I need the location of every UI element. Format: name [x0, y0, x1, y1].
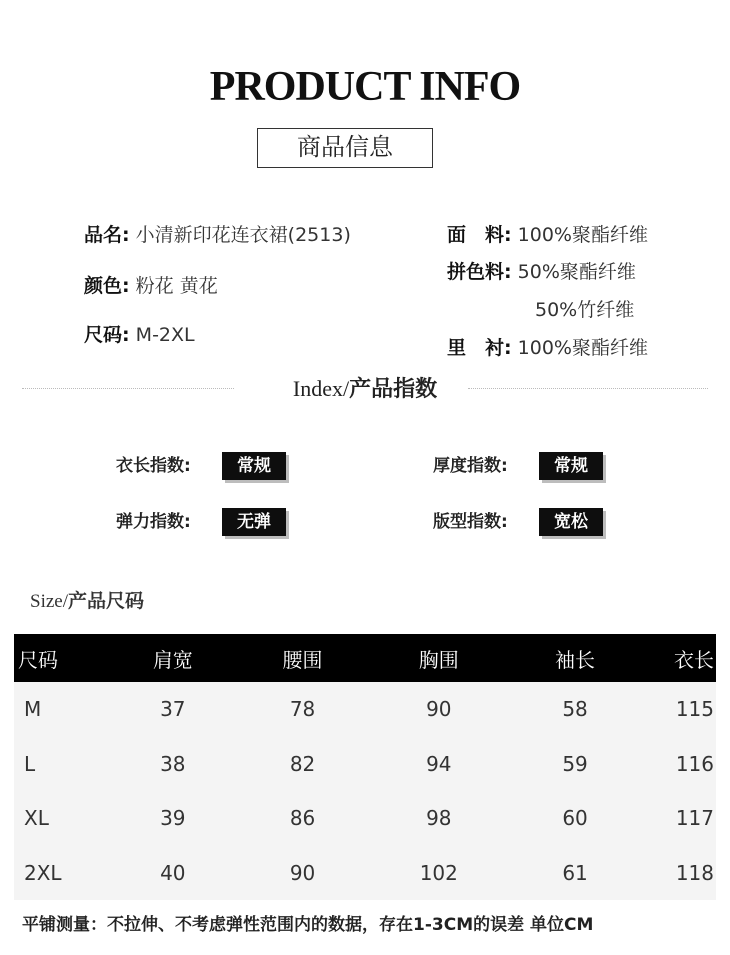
size-cell: 115 — [675, 697, 714, 722]
info-separator: : — [504, 224, 512, 246]
index-badge: 常规 — [539, 452, 603, 480]
size-cell: 94 — [426, 751, 452, 776]
index-badge: 常规 — [222, 452, 286, 480]
info-name-row — [84, 222, 351, 248]
page-subtitle: 商品信息 — [257, 128, 433, 168]
size-cell: 61 — [562, 860, 588, 885]
index-heading-en: Index/ — [292, 376, 350, 401]
size-table — [14, 634, 716, 900]
info-size-row — [84, 322, 195, 348]
info-value: M-2XL — [135, 324, 195, 346]
info-label: 颜色 — [84, 275, 123, 297]
info-separator: : — [122, 224, 130, 246]
size-col-header: 肩宽 — [117, 634, 228, 682]
size-section-heading — [30, 588, 144, 615]
size-cell: 2XL — [24, 860, 62, 885]
info-fabric-row — [447, 222, 648, 248]
index-section-heading — [0, 374, 730, 405]
table-row — [14, 791, 716, 846]
info-value: 50%聚酯纤维 — [517, 261, 636, 283]
size-table-header-row — [14, 634, 716, 682]
size-col-header: 衣长 — [649, 634, 716, 682]
size-cell: 116 — [675, 751, 714, 776]
index-label: 版型指数: — [433, 512, 508, 532]
size-cell: 59 — [562, 751, 588, 776]
size-cell: 39 — [160, 806, 186, 831]
measurement-footnote: 平铺测量：不拉伸、不考虑弹性范围内的数据，存在1-3CM的误差 单位CM — [22, 915, 594, 935]
info-label: 里 衬 — [447, 337, 505, 359]
size-cell: 86 — [289, 806, 316, 831]
info-contrast-fabric-row — [447, 259, 636, 285]
info-label: 面 料 — [447, 224, 505, 246]
info-lining-row — [447, 335, 648, 361]
index-label: 弹力指数: — [116, 512, 191, 532]
info-value: 粉花 黄花 — [135, 275, 218, 297]
size-col-header: 尺码 — [14, 634, 117, 682]
size-cell: XL — [24, 806, 49, 831]
info-label: 拼色料 — [447, 261, 505, 283]
table-row — [14, 737, 716, 792]
size-col-header: 胸围 — [377, 634, 501, 682]
info-color-row — [84, 273, 218, 299]
info-contrast-fabric-row-2 — [535, 297, 634, 323]
info-label: 尺码 — [84, 324, 123, 346]
size-cell: 98 — [426, 806, 452, 831]
info-value: 100%聚酯纤维 — [517, 224, 648, 246]
size-cell: M — [24, 697, 42, 722]
info-separator: : — [122, 275, 130, 297]
size-cell: L — [24, 751, 36, 776]
size-col-header: 袖长 — [501, 634, 650, 682]
size-cell: 102 — [419, 860, 458, 885]
size-cell: 117 — [675, 806, 714, 831]
index-heading-cn: 产品指数 — [349, 377, 438, 402]
size-heading-cn: 产品尺码 — [68, 590, 145, 612]
size-heading-en: Size/ — [30, 591, 68, 612]
size-cell: 78 — [289, 697, 316, 722]
info-separator: : — [122, 324, 130, 346]
size-col-header: 腰围 — [228, 634, 377, 682]
info-value: 小清新印花连衣裙(2513) — [135, 224, 351, 246]
size-cell: 118 — [675, 860, 714, 885]
info-separator: : — [504, 337, 512, 359]
size-cell: 90 — [426, 697, 452, 722]
index-badge: 无弹 — [222, 508, 286, 536]
index-label: 衣长指数: — [116, 456, 191, 476]
size-cell: 40 — [160, 860, 186, 885]
size-cell: 38 — [160, 751, 186, 776]
info-separator: : — [504, 261, 512, 283]
table-row — [14, 682, 716, 737]
info-label: 品名 — [84, 224, 123, 246]
size-cell: 90 — [289, 860, 316, 885]
page-title: PRODUCT INFO — [209, 64, 521, 110]
size-cell: 82 — [289, 751, 316, 776]
table-row — [14, 846, 716, 901]
size-cell: 58 — [562, 697, 588, 722]
size-cell: 37 — [160, 697, 186, 722]
size-cell: 60 — [562, 806, 588, 831]
info-value: 50%竹纤维 — [535, 299, 635, 321]
index-badge: 宽松 — [539, 508, 603, 536]
index-label: 厚度指数: — [433, 456, 508, 476]
info-value: 100%聚酯纤维 — [517, 337, 648, 359]
